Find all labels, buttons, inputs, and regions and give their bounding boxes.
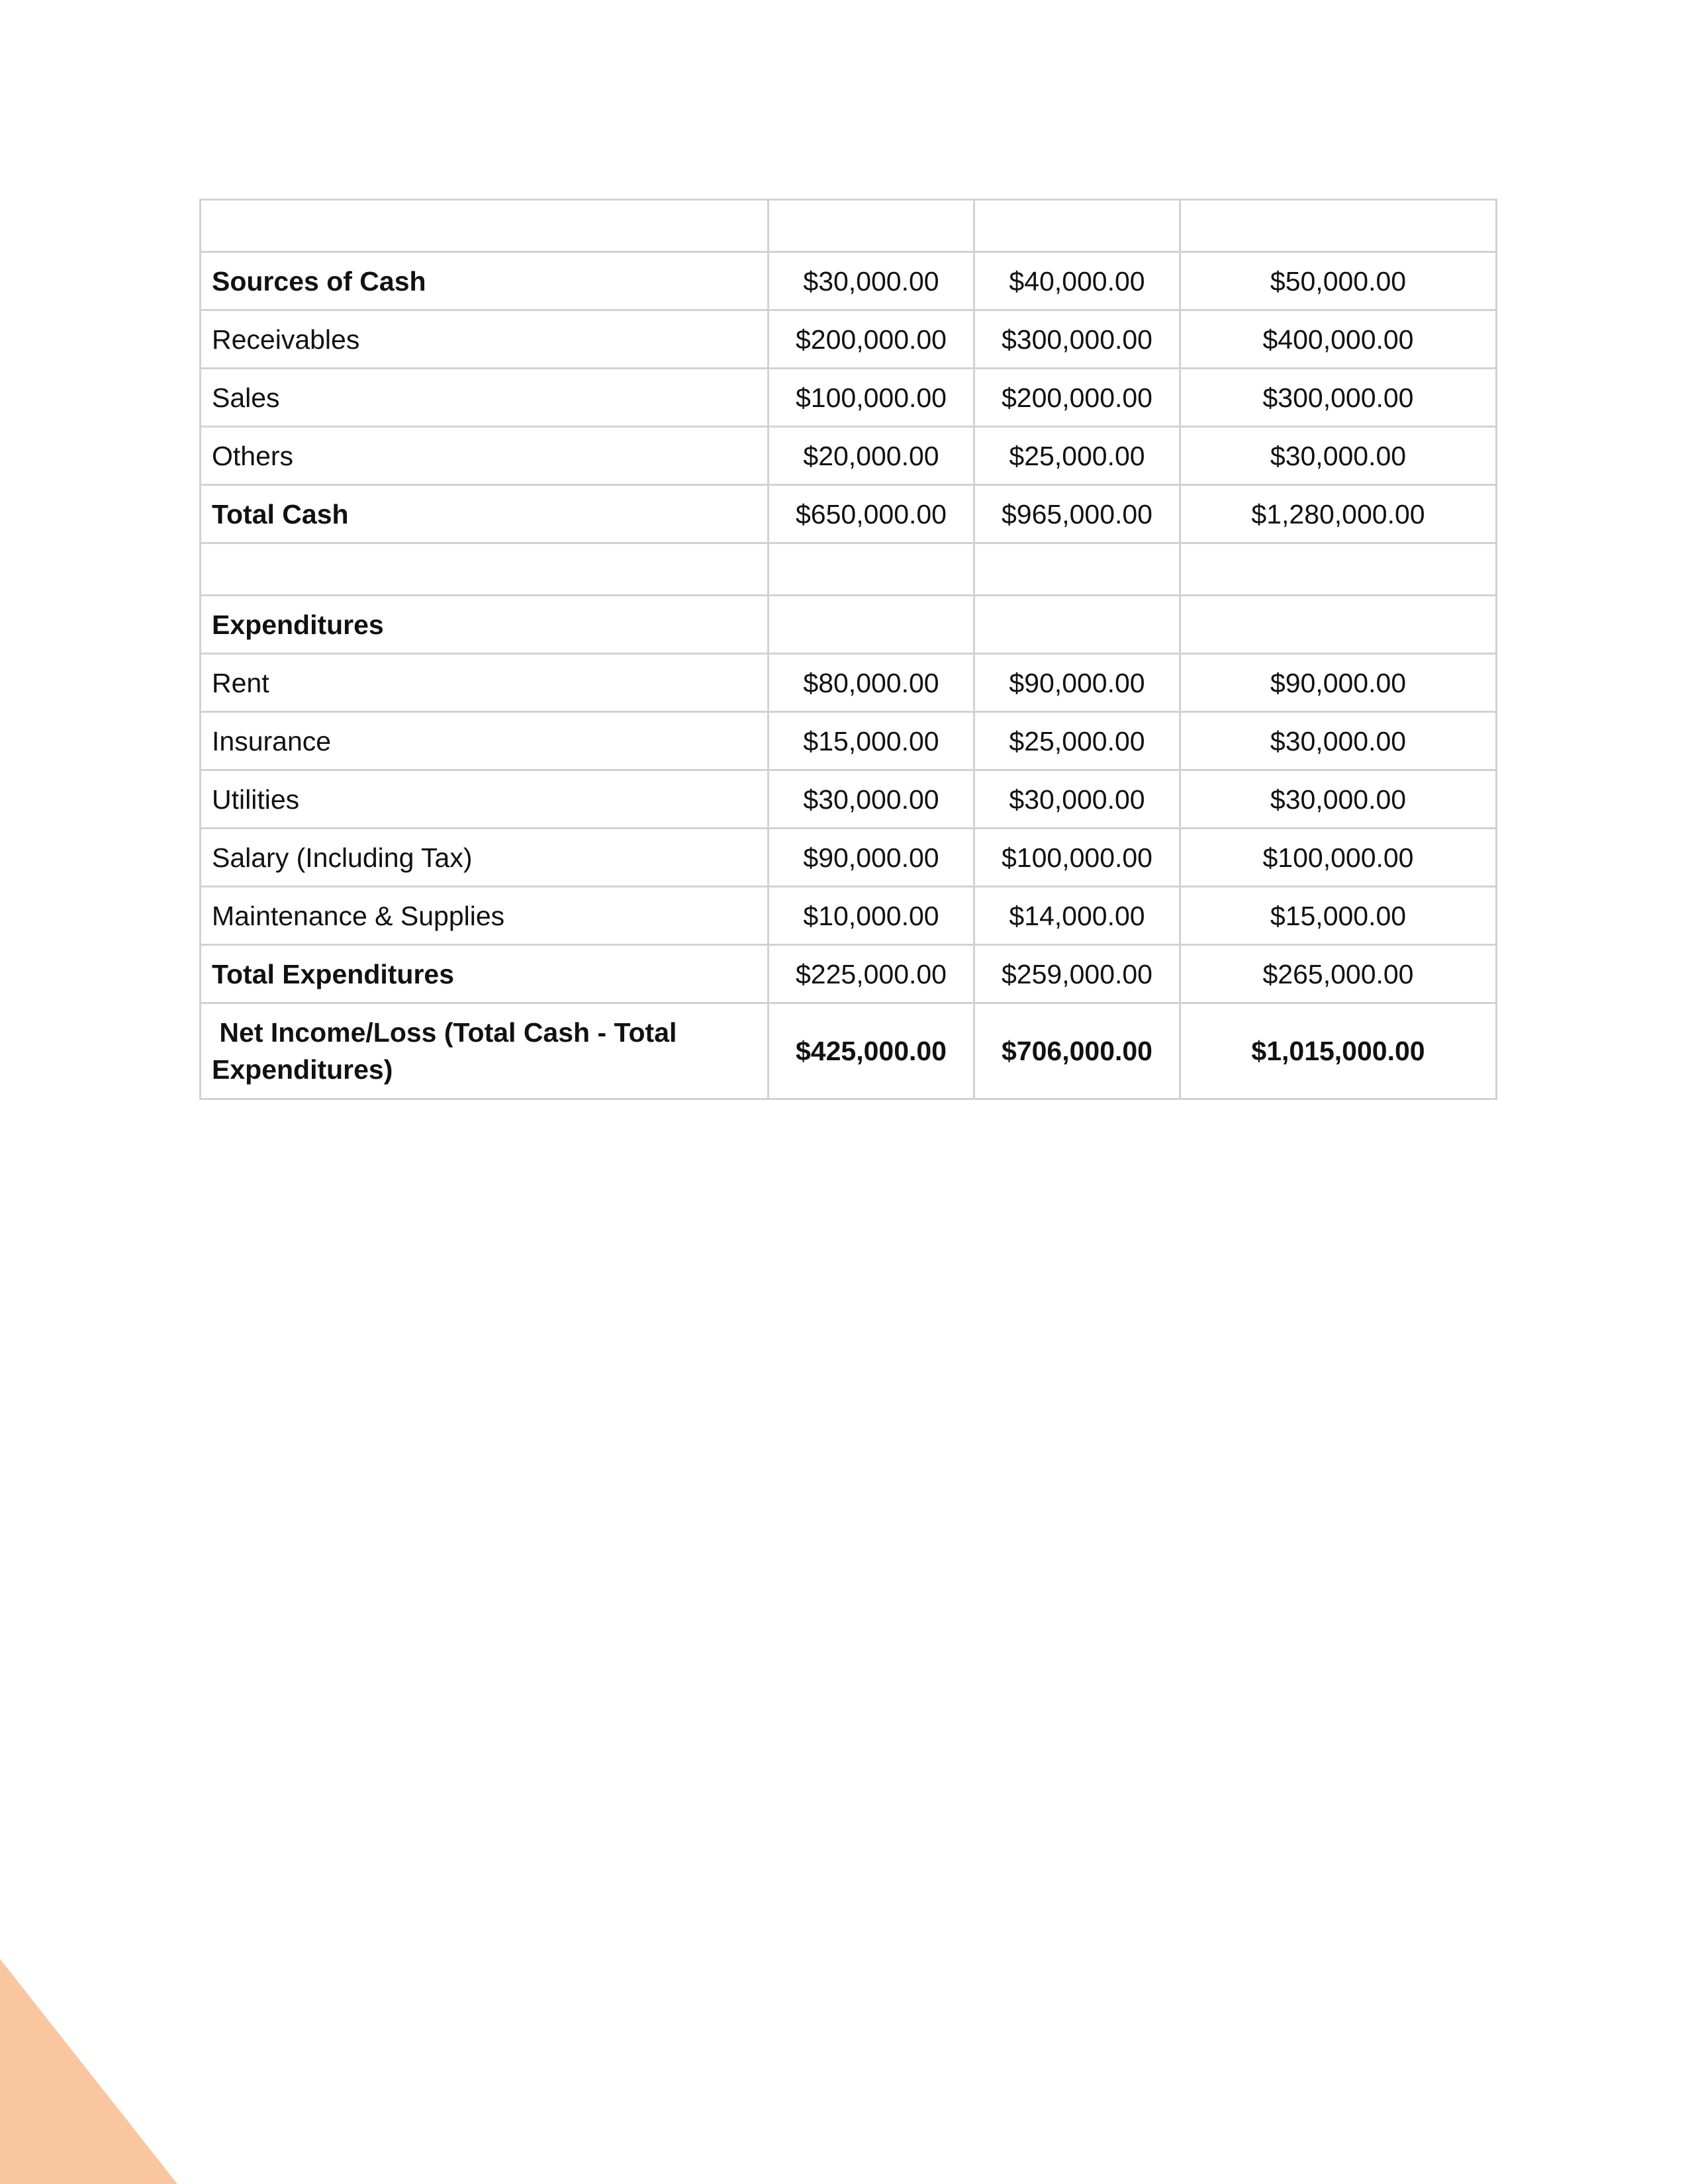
table-row-insurance (201, 712, 1497, 770)
value-col-3: $30,000.00 (1180, 770, 1497, 829)
value-col-3: $400,000.00 (1180, 310, 1497, 369)
value-col-3 (1180, 596, 1497, 654)
row-label (201, 543, 769, 596)
table-row-sources-of-cash (201, 252, 1497, 310)
value-col-3: $265,000.00 (1180, 945, 1497, 1003)
row-label: Total Cash (201, 485, 769, 543)
value-col-1: $30,000.00 (769, 770, 974, 829)
value-col-3 (1180, 200, 1497, 252)
value-col-2: $100,000.00 (974, 829, 1180, 887)
row-label: Utilities (201, 770, 769, 829)
row-label: Total Expenditures (201, 945, 769, 1003)
value-col-1: $30,000.00 (769, 252, 974, 310)
corner-accent-triangle (0, 1959, 177, 2184)
row-label: Salary (Including Tax) (201, 829, 769, 887)
value-col-2: $30,000.00 (974, 770, 1180, 829)
table-row-maintenance-supplies (201, 887, 1497, 945)
table-row-expenditures-header (201, 596, 1497, 654)
row-label: Sources of Cash (201, 252, 769, 310)
table-row-total-cash (201, 485, 1497, 543)
value-col-2: $300,000.00 (974, 310, 1180, 369)
value-col-1 (769, 596, 974, 654)
value-col-3: $15,000.00 (1180, 887, 1497, 945)
value-col-3: $1,015,000.00 (1180, 1003, 1497, 1099)
value-col-1: $650,000.00 (769, 485, 974, 543)
value-col-2 (974, 543, 1180, 596)
row-label: Insurance (201, 712, 769, 770)
row-label (201, 200, 769, 252)
value-col-3: $100,000.00 (1180, 829, 1497, 887)
table-row-rent (201, 654, 1497, 712)
value-col-2 (974, 596, 1180, 654)
value-col-2 (974, 200, 1180, 252)
value-col-1: $20,000.00 (769, 427, 974, 485)
value-col-2: $90,000.00 (974, 654, 1180, 712)
row-label: Receivables (201, 310, 769, 369)
value-col-3: $300,000.00 (1180, 369, 1497, 427)
value-col-3: $90,000.00 (1180, 654, 1497, 712)
row-label: Expenditures (201, 596, 769, 654)
value-col-1: $90,000.00 (769, 829, 974, 887)
value-col-2: $706,000.00 (974, 1003, 1180, 1099)
row-label: Maintenance & Supplies (201, 887, 769, 945)
value-col-1: $15,000.00 (769, 712, 974, 770)
table-row-utilities (201, 770, 1497, 829)
row-label: Others (201, 427, 769, 485)
value-col-1 (769, 543, 974, 596)
row-label: Sales (201, 369, 769, 427)
table-row-total-expenditures (201, 945, 1497, 1003)
value-col-2: $14,000.00 (974, 887, 1180, 945)
value-col-1: $80,000.00 (769, 654, 974, 712)
value-col-3: $30,000.00 (1180, 712, 1497, 770)
table-row-sales (201, 369, 1497, 427)
value-col-2: $40,000.00 (974, 252, 1180, 310)
value-col-3: $30,000.00 (1180, 427, 1497, 485)
value-col-2: $965,000.00 (974, 485, 1180, 543)
row-label: Rent (201, 654, 769, 712)
value-col-2: $25,000.00 (974, 712, 1180, 770)
value-col-3: $50,000.00 (1180, 252, 1497, 310)
table-row-blank-top (201, 200, 1497, 252)
value-col-1: $225,000.00 (769, 945, 974, 1003)
table-row-blank-separator (201, 543, 1497, 596)
value-col-2: $200,000.00 (974, 369, 1180, 427)
row-label: Net Income/Loss (Total Cash - Total Expenditures) (201, 1003, 769, 1099)
value-col-1: $10,000.00 (769, 887, 974, 945)
cash-flow-table (199, 199, 1497, 1100)
table-row-others (201, 427, 1497, 485)
value-col-3: $1,280,000.00 (1180, 485, 1497, 543)
value-col-1: $100,000.00 (769, 369, 974, 427)
value-col-2: $25,000.00 (974, 427, 1180, 485)
value-col-1: $200,000.00 (769, 310, 974, 369)
value-col-2: $259,000.00 (974, 945, 1180, 1003)
table-row-receivables (201, 310, 1497, 369)
table-row-salary (201, 829, 1497, 887)
table-row-net-income (201, 1003, 1497, 1099)
value-col-1: $425,000.00 (769, 1003, 974, 1099)
value-col-3 (1180, 543, 1497, 596)
value-col-1 (769, 200, 974, 252)
